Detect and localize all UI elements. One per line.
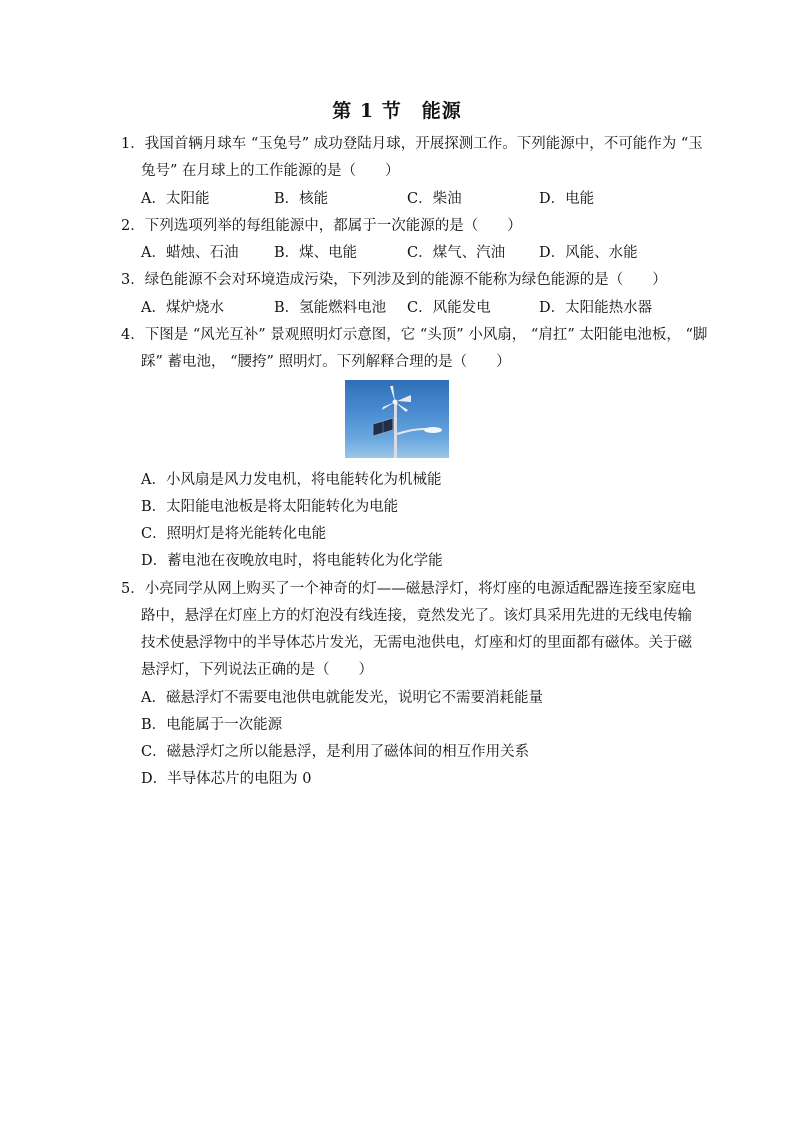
q2-option-a: A．蜡烛、石油: [141, 245, 239, 261]
q5-stem-line2: 路中，悬浮在灯座上方的灯泡没有线连接，竟然发光了。该灯具采用先进的无线电传输: [141, 608, 692, 624]
turbine-tail: [397, 395, 411, 402]
q1-stem-line2: 兔号” 在月球上的工作能源的是（ ）: [141, 163, 400, 179]
q2-stem: 2．下列选项列举的每组能源中，都属于一次能源的是（ ）: [121, 218, 522, 234]
q5-stem-line1: 5．小亮同学从网上购买了一个神奇的灯——磁悬浮灯，将灯座的电源适配器连接至家庭电: [121, 581, 696, 597]
q4-stem-line1: 4．下图是 “风光互补” 景观照明灯示意图，它 “头顶” 小风扇， “肩扛” 太阳能电池板， “脚: [121, 327, 708, 343]
q4-option-d: D．蓄电池在夜晚放电时，将电能转化为化学能: [141, 553, 443, 569]
street-lamp-illustration: [345, 380, 449, 458]
page-title: 第 1 节 能源: [332, 100, 462, 122]
q1-option-c: C．柴油: [407, 191, 462, 207]
q1-option-a: A．太阳能: [141, 191, 210, 207]
q5-stem-line4: 悬浮灯，下列说法正确的是（ ）: [141, 662, 373, 678]
q1-option-b: B．核能: [274, 191, 329, 207]
q3-stem: 3．绿色能源不会对环境造成污染，下列涉及到的能源不能称为绿色能源的是（ ）: [121, 272, 667, 288]
q3-option-b: B．氢能燃料电池: [274, 300, 387, 316]
q5-option-d: D．半导体芯片的电阻为 0: [141, 771, 312, 787]
q1-stem-line1: 1．我国首辆月球车 “玉兔号” 成功登陆月球，开展探测工作。下列能源中，不可能作为 “玉: [121, 136, 703, 152]
turbine-blade: [390, 386, 395, 402]
q1-option-d: D．电能: [539, 191, 595, 207]
q4-option-b: B．太阳能电池板是将太阳能转化为电能: [141, 499, 399, 515]
q5-stem-line3: 技术使悬浮物中的半导体芯片发光，无需电池供电，灯座和灯的里面都有磁体。关于磁: [141, 635, 692, 651]
q2-option-b: B．煤、电能: [274, 245, 358, 261]
q3-option-d: D．太阳能热水器: [539, 300, 653, 316]
q4-option-c: C．照明灯是将光能转化电能: [141, 526, 327, 542]
q4-stem-line2: 踩” 蓄电池， “腰挎” 照明灯。下列解释合理的是（ ）: [141, 354, 511, 370]
q4-option-a: A．小风扇是风力发电机，将电能转化为机械能: [141, 472, 442, 488]
q5-option-c: C．磁悬浮灯之所以能悬浮，是利用了磁体间的相互作用关系: [141, 744, 530, 760]
wind-solar-street-lamp-image: [345, 380, 449, 458]
q3-option-a: A．煤炉烧水: [141, 300, 224, 316]
q2-option-c: C．煤气、汽油: [407, 245, 506, 261]
q3-option-c: C．风能发电: [407, 300, 491, 316]
q2-option-d: D．风能、水能: [539, 245, 638, 261]
q5-option-b: B．电能属于一次能源: [141, 717, 283, 733]
lamp-pole: [394, 402, 397, 458]
q5-option-a: A．磁悬浮灯不需要电池供电就能发光，说明它不需要消耗能量: [141, 690, 543, 706]
lamp-head: [424, 427, 442, 433]
